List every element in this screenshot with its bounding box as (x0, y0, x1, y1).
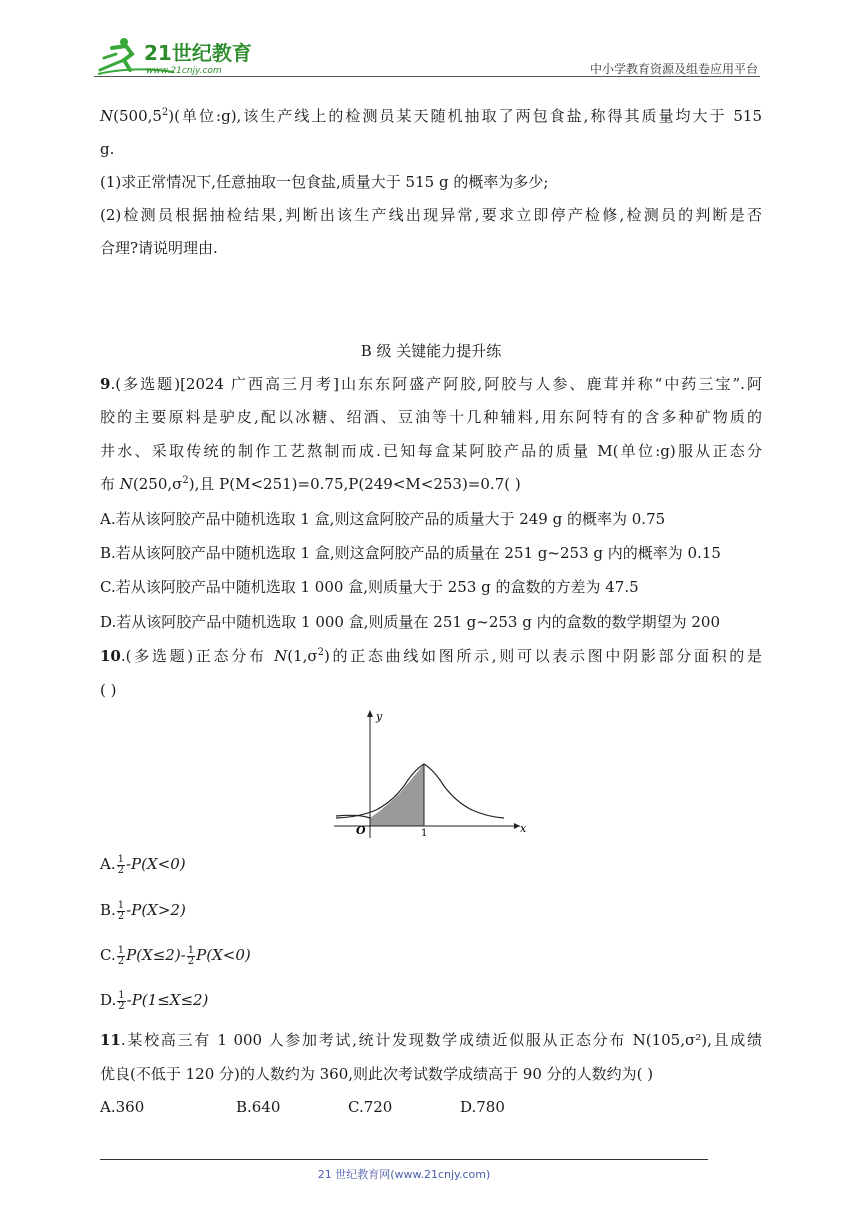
q10-line-1: 10.(多选题)正态分布 $N(1,\sigma^2)$的正态曲线如图所示,则可以表示图中阴影部分面积的是 (100, 647, 762, 665)
svg-text:www.21cnjy.com: www.21cnjy.com (146, 66, 222, 76)
q11-option-a: A.360 (100, 1098, 145, 1116)
fraction-half: $\frac{1}{2}$ (117, 899, 125, 922)
section-title: B 级 关键能力提升练 (360, 342, 502, 360)
normal-curve-figure (330, 706, 530, 840)
q10-option-a: A. $\frac{1}{2}$ -P(X<0) (100, 853, 186, 876)
q9-line-4: 布 $N(250,\sigma^2)$,且 P(M<251)=0.75,P(249<M<253)=0.7( ) (100, 475, 521, 493)
q9-option-d: D.若从该阿胶产品中随机选取 1 000 盒,则质量在 251 g~253 g 内的盒数的数学期望为 200 (100, 613, 721, 631)
fraction-half: $\frac{1}{2}$ (187, 944, 195, 967)
y-axis-label: y (376, 710, 383, 723)
fraction-half: $\frac{1}{2}$ (117, 944, 125, 967)
q9-line-3: 井水、采取传统的制作工艺熬制而成.已知每盒某阿胶产品的质量 M(单位:g)服从正态分 (100, 442, 762, 460)
q10-line-2: ( ) (100, 681, 117, 699)
platform-name: 中小学教育资源及组卷应用平台 (589, 62, 758, 76)
q10-option-c: C. $\frac{1}{2}$ P(X≤2)- $\frac{1}{2}$ P(X<0) (100, 944, 251, 967)
q8-part-2-line-2: 合理?请说明理由. (100, 239, 218, 257)
q11-option-c: C.720 (348, 1098, 393, 1116)
x-axis-label: x (520, 822, 527, 835)
q9-option-c: C.若从该阿胶产品中随机选取 1 000 盒,则质量大于 253 g 的盒数的方差为 47.5 (100, 578, 639, 596)
svg-text:21世纪教育: 21世纪教育 (144, 41, 252, 65)
q9-option-b: B.若从该阿胶产品中随机选取 1 盒,则这盒阿胶产品的质量在 251 g~253 g 内的概率为 0.15 (100, 544, 721, 562)
footer-divider (100, 1159, 708, 1160)
fraction-half: $\frac{1}{2}$ (117, 853, 124, 876)
q11-line-2: 优良(不低于 120 分)的人数约为 360,则此次考试数学成绩高于 90 分的人数约为( ) (100, 1065, 654, 1083)
q8-part-1: (1)求正常情况下,任意抽取一包食盐,质量大于 515 g 的概率为多少; (100, 173, 549, 191)
q11-options (100, 1097, 762, 1117)
site-logo (94, 34, 264, 78)
q11-option-d: D.780 (460, 1098, 505, 1116)
q9-option-a: A.若从该阿胶产品中随机选取 1 盒,则这盒阿胶产品的质量大于 249 g 的概率为 0.75 (100, 510, 666, 528)
q8-line-2: g. (100, 140, 115, 158)
q10-option-d: D. $\frac{1}{2}$ -P(1≤X≤2) (100, 989, 209, 1012)
q9-line-1: 9.(多选题)[2024 广西高三月考]山东东阿盛产阿胶,阿胶与人参、鹿茸并称“中药三宝”.阿 (100, 375, 762, 393)
q10-option-b: B. $\frac{1}{2}$ -P(X>2) (100, 899, 186, 922)
fraction-half: $\frac{1}{2}$ (118, 989, 125, 1012)
q11-line-1: 11.某校高三有 1 000 人参加考试,统计发现数学成绩近似服从正态分布 N(105,σ²),且成绩 (100, 1031, 762, 1049)
q9-line-2: 胶的主要原料是驴皮,配以冰糖、绍酒、豆油等十几种辅料,用东阿特有的含多种矿物质的 (100, 408, 762, 426)
footer-link[interactable]: 21 世纪教育网(www.21cnjy.com) (317, 1168, 491, 1181)
origin-label: O (356, 824, 366, 837)
q8-line-1: N(500,5$^2$)(单位:g),该生产线上的检测员某天随机抽取了两包食盐,称得其质量均大于 515 (100, 107, 762, 125)
header-divider (94, 76, 760, 77)
tick-label-1: 1 (421, 828, 428, 839)
q11-option-b: B.640 (236, 1098, 281, 1116)
q8-part-2-line-1: (2)检测员根据抽检结果,判断出该生产线出现异常,要求立即停产检修,检测员的判断是否 (100, 206, 762, 224)
